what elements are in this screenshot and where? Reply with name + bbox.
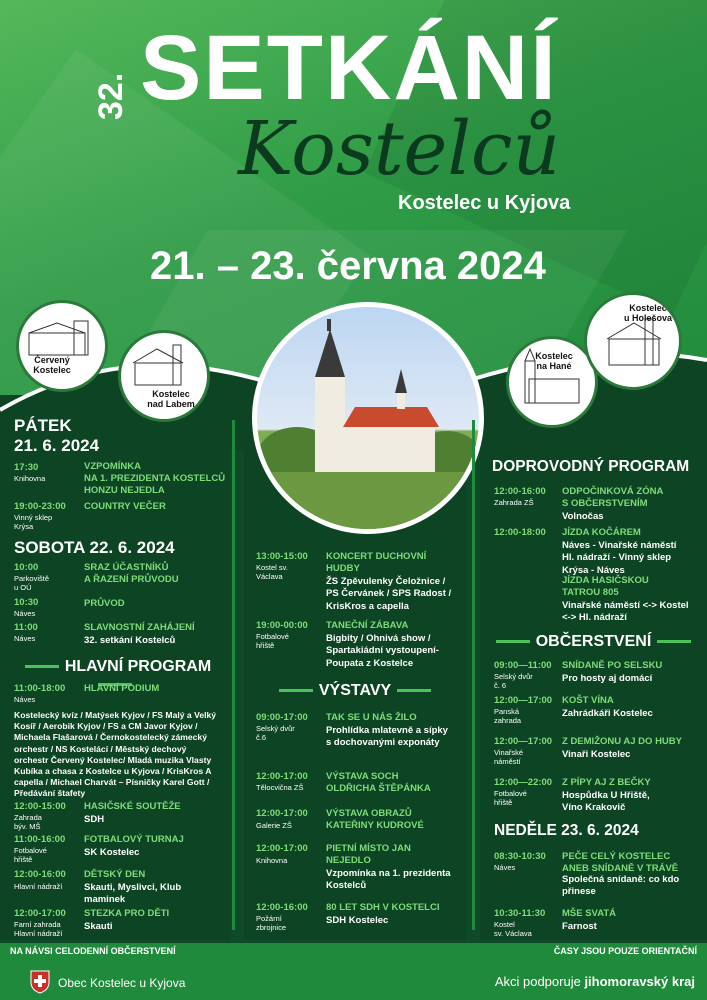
badge-cerveny-kostelec: Červený Kostelec	[16, 300, 108, 392]
event-desc: Prohlídka mlatevně a sípky s dochovanými exponáty	[326, 725, 448, 749]
event-place: Panská zahrada	[494, 707, 522, 725]
church-photo	[252, 302, 484, 534]
event-time: 12:00—17:00	[494, 736, 553, 747]
event-title: COUNTRY VEČER	[84, 501, 166, 512]
poster-dates: 21. – 23. června 2024	[150, 244, 546, 288]
event-time: 19:00-00:00	[256, 620, 308, 631]
event-desc: Vinaři Kostelec	[562, 749, 631, 760]
municipality-name: Obec Kostelec u Kyjova	[58, 976, 186, 990]
region-support	[495, 974, 695, 989]
event-place: Selský dvůr č.6	[256, 724, 295, 742]
main-program-heading: HLAVNÍ PROGRAM	[0, 658, 230, 694]
event-place: Zahrada ZŠ	[494, 498, 534, 507]
edition-number: 32.	[92, 72, 130, 120]
event-place: Hlavní nádraží	[14, 882, 63, 891]
event-title: JÍZDA KOČÁREM	[562, 527, 641, 538]
event-time: 11:00-16:00	[14, 834, 66, 845]
event-time: 12:00-16:00	[256, 902, 308, 913]
event-title: VÝSTAVA SOCH OLDŘICHA ŠTĚPÁNKA	[326, 771, 431, 794]
footer-note-right: ČASY JSOU POUZE ORIENTAČNÍ	[553, 946, 697, 956]
event-time: 11:00-18:00	[14, 683, 66, 694]
event-desc: Náves - Vinařské náměstí Hl. nádraží - Vinný sklep Krýsa - Náves	[562, 540, 677, 576]
church-illustration	[257, 307, 479, 529]
badge-kostelec-na-hane: Kostelec na Hané	[506, 336, 598, 428]
event-desc: Bigbity / Ohnivá show / Spartakiádní vystoupení- Poupata z Kostelce	[326, 633, 439, 669]
event-desc: SK Kostelec	[84, 847, 140, 858]
event-title: SLAVNOSTNÍ ZAHÁJENÍ	[84, 622, 195, 633]
event-time: 10:00	[14, 562, 39, 573]
event-desc: SDH	[84, 814, 105, 825]
exhibitions-heading: VÝSTAVY	[244, 682, 466, 700]
event-place: Tělocvična ZŠ	[256, 783, 304, 792]
event-title: TANEČNÍ ZÁBAVA	[326, 620, 409, 631]
event-title: Z PÍPY AJ Z BEČKY	[562, 777, 651, 788]
event-title: TAK SE U NÁS ŽILO	[326, 712, 417, 723]
support-label: Akci podporuje	[494, 974, 581, 989]
event-place: Farní zahrada Hlavní nádraží	[14, 920, 63, 938]
event-title: PRŮVOD	[84, 598, 125, 609]
event-time: 10:30-11:30	[494, 908, 546, 919]
event-place: Selský dvůr č. 6	[494, 672, 533, 690]
event-title: KONCERT DUCHOVNÍ HUDBY	[326, 551, 427, 574]
event-place: Náves	[14, 634, 36, 643]
poster-title: SETKÁNÍ	[140, 17, 558, 119]
badge-kostelec-nad-labem: Kostelec nad Labem	[118, 330, 210, 422]
event-title: 80 LET SDH V KOSTELCI	[326, 902, 440, 913]
event-place: Fotbalové hřiště	[494, 789, 527, 807]
event-time: 10:30	[14, 597, 39, 608]
event-time: 17:30	[14, 462, 39, 473]
event-desc: Zahrádkáři Kostelec	[562, 708, 653, 719]
event-desc: Skauti	[84, 921, 113, 932]
refreshments-heading: OBČERSTVENÍ	[480, 633, 707, 651]
event-place: Kostel sv. Václava	[494, 920, 532, 938]
side-program-heading: DOPROVODNÝ PROGRAM	[492, 458, 690, 475]
municipality-crest-icon	[30, 970, 50, 994]
event-time: 13:00-15:00	[256, 551, 308, 562]
event-place: Vinný sklep Krýsa	[14, 513, 53, 531]
event-place: Náves	[14, 609, 36, 618]
event-time: 12:00-18:00	[494, 527, 546, 538]
sunday-label: NEDĚLE 23. 6. 2024	[494, 822, 639, 839]
event-place: Knihovna	[14, 474, 46, 483]
event-title: Z DEMIŽONU AJ DO HUBY	[562, 736, 682, 747]
event-title: ODPOČINKOVÁ ZÓNA S OBČERSTVENÍM	[562, 486, 664, 509]
event-title: SNÍDANĚ PO SELSKU	[562, 660, 663, 671]
event-title: VÝSTAVA OBRAZŮ KATEŘINY KUDROVÉ	[326, 808, 424, 831]
region-logo-text: jihomoravský kraj	[584, 974, 695, 989]
event-time: 12:00-16:00	[494, 486, 546, 497]
event-place: Fotbalové hřiště	[256, 632, 289, 650]
event-place: Fotbalové hřiště	[14, 846, 47, 864]
event-time: 19:00-23:00	[14, 501, 66, 512]
column-separator	[472, 420, 475, 930]
poster-subtitle: Kostelců	[238, 106, 561, 192]
event-title: JÍZDA HASIČSKOU TATROU 805	[562, 575, 649, 598]
event-time: 09:00—11:00	[494, 660, 552, 671]
event-place: Zahrada býv. MŠ	[14, 813, 42, 831]
event-place: Požární zbrojnice	[256, 914, 287, 932]
event-desc: 32. setkání Kostelců	[84, 635, 176, 646]
event-time: 12:00-17:00	[256, 843, 308, 854]
column-separator	[232, 420, 235, 930]
friday-date: 21. 6. 2024	[14, 436, 100, 455]
event-time: 12:00—17:00	[494, 695, 553, 706]
event-time: 12:00-17:00	[256, 808, 308, 819]
event-desc: Společná snídaně: co kdo přinese	[562, 874, 680, 898]
event-title: SRAZ ÚČASTNÍKŮ A ŘAZENÍ PRŮVODU	[84, 562, 179, 585]
event-place: Náves	[14, 695, 36, 704]
event-desc: ŽS Zpěvulenky Čeložnice / PS Červánek / SPS Radost / KrisKros a capella	[326, 576, 452, 612]
poster-place: Kostelec u Kyjova	[398, 192, 571, 214]
event-desc: SDH Kostelec	[326, 915, 389, 926]
friday-label: PÁTEK	[14, 416, 72, 435]
event-time: 12:00-17:00	[14, 908, 66, 919]
event-title: DĚTSKÝ DEN	[84, 869, 146, 880]
event-time: 12:00-17:00	[256, 771, 308, 782]
event-place: Galerie ZŠ	[256, 821, 292, 830]
event-title: PIETNÍ MÍSTO JAN NEJEDLO	[326, 843, 411, 866]
event-place: Vinařské náměstí	[494, 748, 524, 766]
footer-note-left: NA NÁVSI CELODENNÍ OBČERSTVENÍ	[10, 946, 176, 956]
event-title: STEZKA PRO DĚTI	[84, 908, 170, 919]
event-title: HLAVNÍ PODIUM	[84, 683, 160, 694]
event-place: Parkoviště u OÚ	[14, 574, 50, 592]
badge-kostelec-u-holesova: Kostelec u Holešova	[584, 292, 682, 390]
event-time: 12:00-16:00	[14, 869, 66, 880]
event-title: MŠE SVATÁ	[562, 908, 617, 919]
event-time: 08:30-10:30	[494, 851, 546, 862]
event-desc: Volnočas	[562, 511, 604, 522]
event-title: VZPOMÍNKA NA 1. PREZIDENTA KOSTELCŮ HONZU NEJEDLA	[84, 461, 226, 496]
event-desc: Farnost	[562, 921, 597, 932]
event-desc: Skauti, Myslivci, Klub maminek	[84, 882, 182, 906]
event-time: 12:00—22:00	[494, 777, 553, 788]
event-desc: Hospůdka U Hřiště, Víno Krakovič	[562, 790, 650, 814]
event-desc: Vinařské náměstí <-> Kostel <-> Hl. nádraží	[562, 600, 689, 624]
event-time: 12:00-15:00	[14, 801, 66, 812]
event-title: FOTBALOVÝ TURNAJ	[84, 834, 184, 845]
event-title: KOŠT VÍNA	[562, 695, 614, 706]
event-place: Knihovna	[256, 856, 288, 865]
event-desc: Pro hosty aj domácí	[562, 673, 653, 684]
main-stage-lineup: Kostelecký kvíz / Matýsek Kyjov / FS Malý a Velký Kosíř / Aerobik Kyjov / FS a CM Javor Kyjov / Michaela Flašarová / Černokostelecký zámecký orchestr / NS Kostelácí / Městský dechový orchestr Červený Kostelec/ Mladá muzika Vlasty Kubíka a chasa z Kostelce u Kyjova / KrisKros A capella / Michael Charvát – Písničky Karel Gott / Předávání štafety	[14, 710, 217, 799]
event-place: Náves	[494, 863, 516, 872]
event-title: PEČE CELÝ KOSTELEC ANEB SNÍDANĚ V TRÁVĚ	[562, 851, 679, 874]
event-place: Kostel sv. Václava	[256, 563, 288, 581]
event-time: 09:00-17:00	[256, 712, 308, 723]
event-desc: Vzpomínka na 1. prezidenta Kostelců	[326, 868, 451, 892]
event-title: HASIČSKÉ SOUTĚŽE	[84, 801, 181, 812]
castle-icon	[19, 303, 105, 389]
saturday-label: SOBOTA 22. 6. 2024	[14, 538, 175, 557]
event-time: 11:00	[14, 622, 38, 633]
